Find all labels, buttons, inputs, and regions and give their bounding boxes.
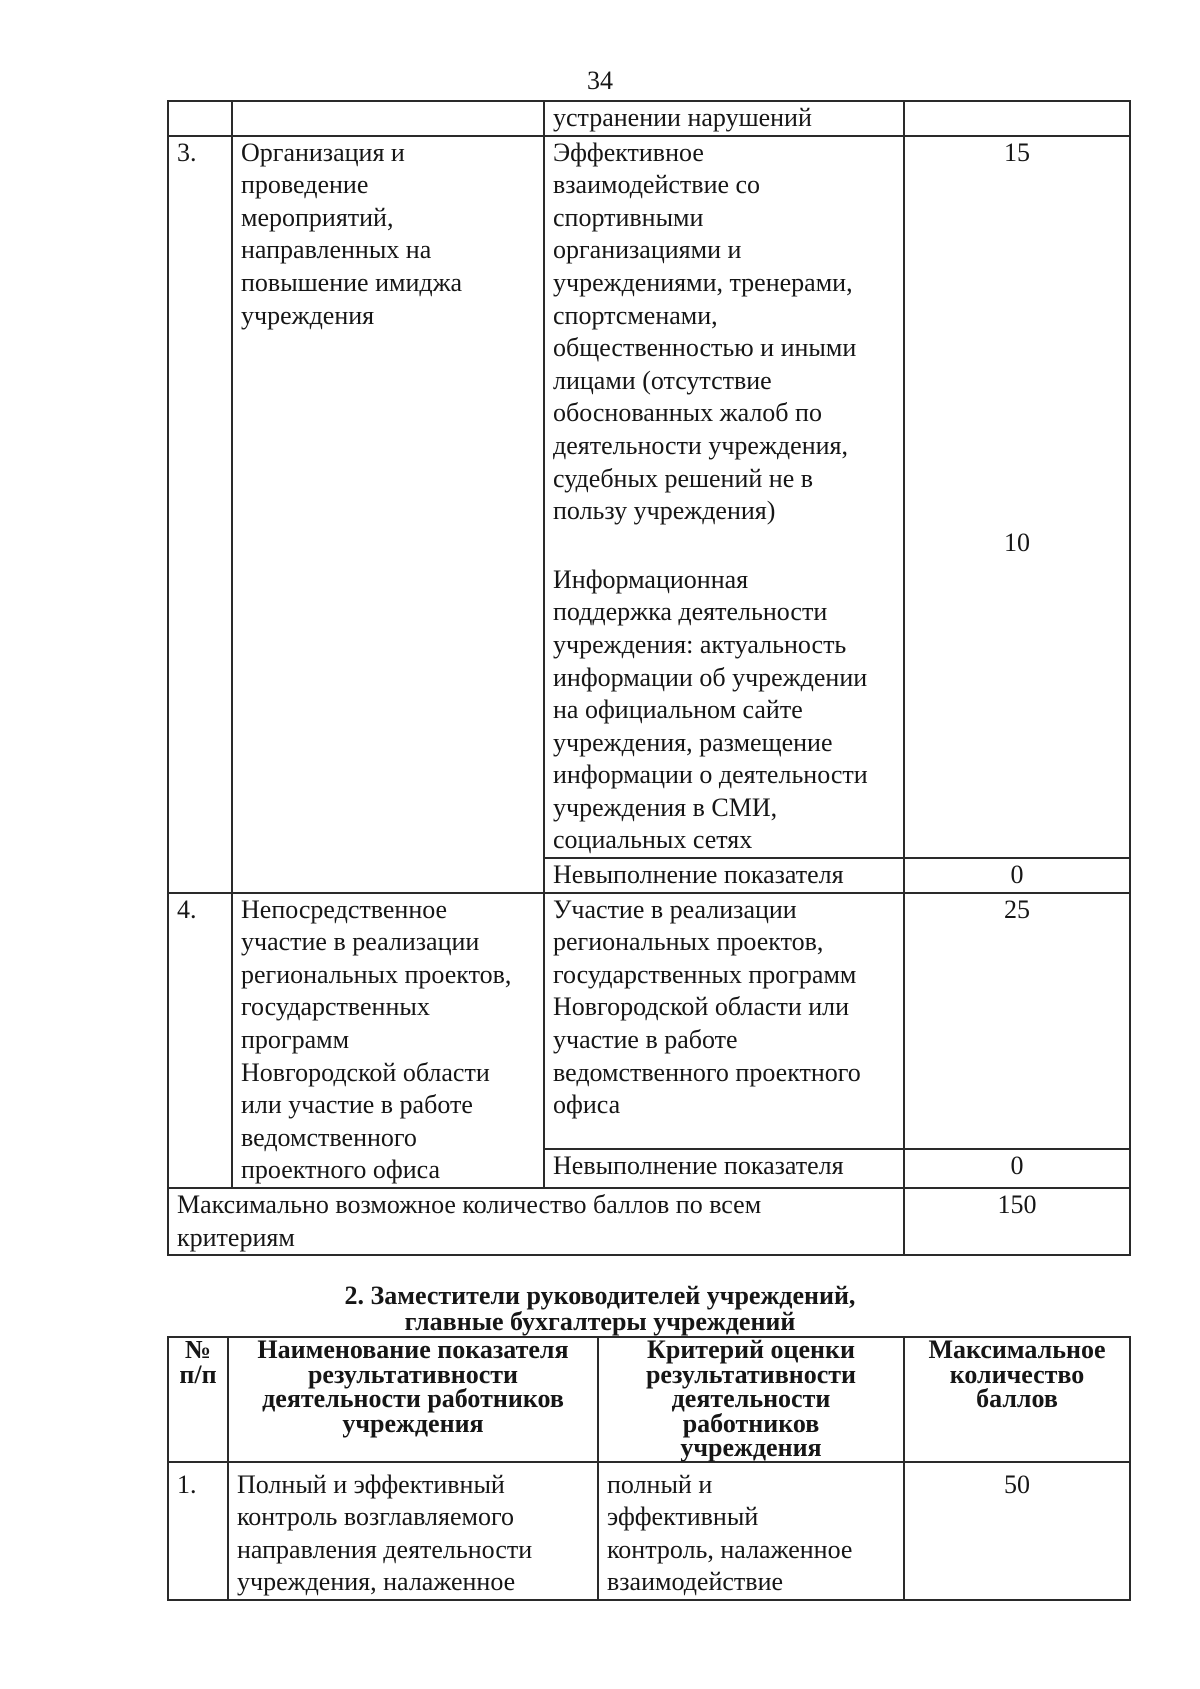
criterion-text: Эффективное взаимодействие со спортивными организациями и учреждениями, тренерами, спортсменами, общественностью и иными лицами (отсутствие обоснованных жалоб по деятельности учреждения, судебных решений не в пользу учреждения) Информационная поддержка деятельности учреждения: актуальность информации об учреждении на официальном сайте учреждения, размещение информации о деятельности учреждения в СМИ, социальных сетях: [544, 136, 904, 858]
table-row: [168, 1462, 1130, 1600]
section-title: 2. Заместители руководителей учреждений, главные бухгалтеры учреждений: [344, 1281, 856, 1336]
criterion-text: Невыполнение показателя: [544, 1149, 904, 1188]
criterion-text: полный и эффективный контроль, налаженное взаимодействие: [598, 1462, 904, 1600]
column-header-indicator: Наименование показателя результативности деятельности работников учреждения: [228, 1337, 598, 1462]
row-number: 4.: [168, 893, 232, 1188]
criterion-text: устранении нарушений: [544, 101, 904, 136]
points-value: 15: [1004, 137, 1030, 167]
points-value: 25: [904, 893, 1130, 1150]
total-row: [168, 1188, 1130, 1255]
criteria-table-deputies: [167, 1336, 1131, 1601]
indicator-name: Полный и эффективный контроль возглавляемого направления деятельности учреждения, налаженное: [228, 1462, 598, 1600]
table-row: [168, 893, 1130, 1150]
points-value: 50: [904, 1462, 1130, 1600]
total-label: Максимально возможное количество баллов по всем критериям: [168, 1188, 904, 1255]
table-row: [168, 136, 1130, 858]
column-header-points: Максимальное количество баллов: [904, 1337, 1130, 1462]
row-number: 3.: [168, 136, 232, 893]
points-value: 0: [904, 858, 1130, 893]
total-points: 150: [904, 1188, 1130, 1255]
table-row: [168, 101, 1130, 136]
column-header-criterion: Критерий оценки результативности деятельности работников учреждения: [598, 1337, 904, 1462]
criterion-text: Невыполнение показателя: [544, 858, 904, 893]
row-number: 1.: [168, 1462, 228, 1600]
indicator-name: Организация и проведение мероприятий, направленных на повышение имиджа учреждения: [232, 136, 544, 893]
criterion-text: Участие в реализации региональных проектов, государственных программ Новгородской области или участие в работе ведомственного проектного офиса: [544, 893, 904, 1150]
points-cell: [904, 136, 1130, 858]
points-value: 10: [1004, 528, 1030, 558]
column-header-number: № п/п: [168, 1337, 228, 1462]
criteria-table-directors: [167, 100, 1131, 1256]
header-row: [168, 1337, 1130, 1462]
indicator-name: Непосредственное участие в реализации региональных проектов, государственных программ Новгородской области или участие в работе ведомственного проектного офиса: [232, 893, 544, 1188]
points-value: 0: [904, 1149, 1130, 1188]
page-number: 34: [587, 66, 613, 95]
